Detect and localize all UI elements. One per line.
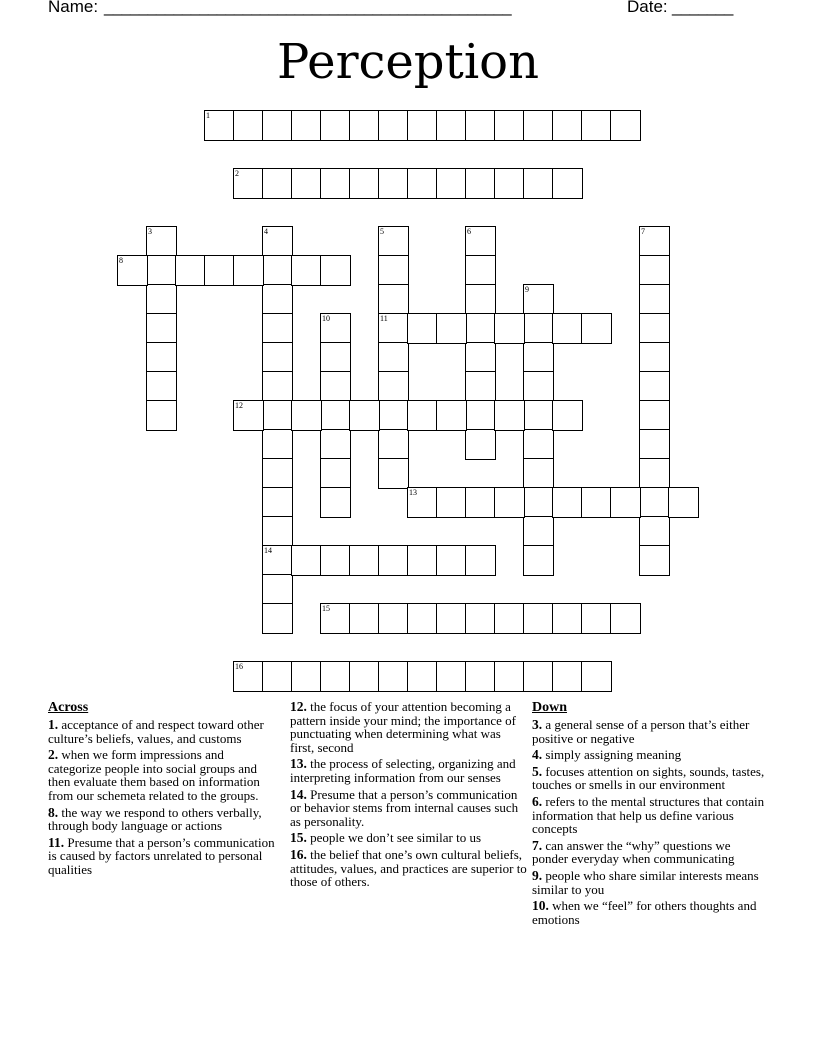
grid-cell[interactable]	[465, 429, 496, 460]
grid-cell[interactable]	[262, 226, 293, 257]
grid-cell[interactable]	[349, 168, 380, 199]
grid-cell[interactable]	[639, 429, 670, 460]
grid-cell[interactable]	[320, 661, 351, 692]
grid-cell[interactable]	[639, 342, 670, 373]
grid-cell[interactable]	[465, 545, 496, 576]
grid-cell[interactable]	[523, 603, 554, 634]
grid-cell[interactable]	[523, 168, 554, 199]
date-label: Date:	[627, 0, 668, 16]
grid-cell[interactable]	[494, 313, 525, 344]
clue-number-label: 9	[525, 285, 529, 294]
grid-cell[interactable]	[349, 661, 380, 692]
clue-across-11	[48, 836, 280, 877]
grid-cell[interactable]	[494, 487, 525, 518]
grid-cell[interactable]	[436, 661, 467, 692]
grid-cell[interactable]	[378, 255, 409, 286]
grid-cell[interactable]	[262, 487, 293, 518]
grid-cell[interactable]	[204, 255, 235, 286]
across-clues-column-1	[48, 700, 280, 880]
grid-cell[interactable]	[204, 110, 235, 141]
clue-number: 8.	[48, 804, 59, 820]
page-title: Perception	[277, 34, 539, 90]
grid-cell[interactable]	[291, 255, 322, 286]
clue-number-label: 14	[264, 546, 272, 555]
grid-cell[interactable]	[610, 603, 641, 634]
grid-cell[interactable]	[465, 661, 496, 692]
clue-text: a general sense of a person that’s either positive or negative	[532, 717, 750, 746]
grid-cell[interactable]	[320, 313, 351, 344]
grid-cell[interactable]	[262, 371, 293, 402]
clue-text: people we don’t see similar to us	[310, 830, 482, 846]
clue-across-16	[290, 848, 528, 889]
grid-cell[interactable]	[523, 516, 554, 547]
grid-cell[interactable]	[523, 400, 554, 431]
grid-cell[interactable]	[262, 545, 293, 576]
clue-number-label: 16	[235, 662, 243, 671]
clue-number: 13.	[290, 756, 307, 772]
grid-cell[interactable]	[610, 110, 641, 141]
grid-cell[interactable]	[552, 487, 583, 518]
grid-cell[interactable]	[494, 400, 525, 431]
grid-cell[interactable]	[523, 371, 554, 402]
clue-number: 7.	[532, 837, 543, 853]
grid-cell[interactable]	[117, 255, 148, 286]
grid-cell[interactable]	[581, 110, 612, 141]
grid-cell[interactable]	[320, 400, 351, 431]
grid-cell[interactable]	[523, 429, 554, 460]
clue-across-14	[290, 788, 528, 829]
grid-cell[interactable]	[523, 545, 554, 576]
grid-cell[interactable]	[494, 168, 525, 199]
clue-number-label: 13	[409, 488, 417, 497]
clue-number-label: 15	[322, 604, 330, 613]
grid-cell[interactable]	[407, 661, 438, 692]
grid-cell[interactable]	[581, 487, 612, 518]
clue-number: 2.	[48, 747, 59, 763]
clue-across-13	[290, 757, 528, 784]
down-clues-column	[532, 700, 768, 929]
clue-number: 1.	[48, 717, 59, 732]
grid-cell[interactable]	[146, 400, 177, 431]
grid-cell[interactable]	[639, 545, 670, 576]
grid-cell[interactable]	[320, 487, 351, 518]
clue-across-1	[48, 718, 280, 745]
grid-cell[interactable]	[436, 168, 467, 199]
grid-cell[interactable]	[465, 371, 496, 402]
grid-cell[interactable]	[465, 226, 496, 257]
grid-cell[interactable]	[465, 487, 496, 518]
grid-cell[interactable]	[436, 313, 467, 344]
grid-cell[interactable]	[233, 661, 264, 692]
grid-cell[interactable]	[378, 661, 409, 692]
grid-cell[interactable]	[552, 313, 583, 344]
grid-cell[interactable]	[465, 342, 496, 373]
grid-cell[interactable]	[407, 545, 438, 576]
grid-cell[interactable]	[378, 226, 409, 257]
clue-number-label: 7	[641, 227, 645, 236]
clue-number-label: 4	[264, 227, 268, 236]
clue-number: 5.	[532, 763, 543, 779]
grid-cell[interactable]	[407, 487, 438, 518]
grid-cell[interactable]	[233, 255, 264, 286]
grid-cell[interactable]	[262, 110, 293, 141]
grid-cell[interactable]	[639, 458, 670, 489]
clue-number-label: 12	[235, 401, 243, 410]
grid-cell[interactable]	[262, 574, 293, 605]
clue-number: 6.	[532, 793, 543, 809]
grid-cell[interactable]	[465, 313, 496, 344]
clue-number: 10.	[532, 898, 549, 914]
grid-cell[interactable]	[668, 487, 699, 518]
grid-cell[interactable]	[146, 284, 177, 315]
clue-text: the focus of your attention becoming a pattern inside your mind; the importance of punctuating when determining what was first, second	[290, 699, 516, 755]
grid-cell[interactable]	[146, 313, 177, 344]
grid-cell[interactable]	[639, 226, 670, 257]
down-heading: Down	[532, 700, 568, 715]
grid-cell[interactable]	[349, 400, 380, 431]
grid-cell[interactable]	[552, 110, 583, 141]
grid-cell[interactable]	[262, 313, 293, 344]
grid-cell[interactable]	[407, 400, 438, 431]
grid-cell[interactable]	[436, 110, 467, 141]
grid-cell[interactable]	[523, 458, 554, 489]
grid-cell[interactable]	[523, 661, 554, 692]
grid-cell[interactable]	[494, 603, 525, 634]
clue-across-8	[48, 806, 280, 833]
grid-cell[interactable]	[320, 545, 351, 576]
grid-cell[interactable]	[146, 255, 177, 286]
grid-cell[interactable]	[378, 603, 409, 634]
grid-cell[interactable]	[523, 110, 554, 141]
grid-cell[interactable]	[320, 110, 351, 141]
clue-text: when we form impressions and categorize people into social groups and then evaluate them based on information from our schemeta related to the groups.	[48, 747, 260, 803]
grid-cell[interactable]	[581, 661, 612, 692]
clue-text: people who share similar interests means similar to you	[532, 867, 759, 897]
clue-number: 9.	[532, 867, 543, 883]
grid-cell[interactable]	[262, 458, 293, 489]
grid-cell[interactable]	[436, 487, 467, 518]
clue-down-7	[532, 839, 768, 866]
grid-cell[interactable]	[146, 342, 177, 373]
grid-cell[interactable]	[262, 342, 293, 373]
grid-cell[interactable]	[465, 400, 496, 431]
clue-number-label: 2	[235, 169, 239, 178]
grid-cell[interactable]	[291, 168, 322, 199]
grid-cell[interactable]	[523, 487, 554, 518]
clue-number-label: 1	[206, 111, 210, 120]
clue-number: 16.	[290, 846, 307, 862]
grid-cell[interactable]	[146, 371, 177, 402]
grid-cell[interactable]	[378, 342, 409, 373]
clue-number-label: 3	[148, 227, 152, 236]
grid-cell[interactable]	[349, 545, 380, 576]
clue-text: simply assigning meaning	[545, 747, 682, 763]
clue-number-label: 11	[380, 314, 388, 323]
grid-cell[interactable]	[639, 371, 670, 402]
grid-cell[interactable]	[494, 661, 525, 692]
grid-cell[interactable]	[378, 284, 409, 315]
grid-cell[interactable]	[523, 342, 554, 373]
grid-cell[interactable]	[262, 168, 293, 199]
grid-cell[interactable]	[146, 226, 177, 257]
clue-number: 3.	[532, 717, 543, 732]
grid-cell[interactable]	[639, 516, 670, 547]
clue-down-5	[532, 765, 768, 792]
grid-cell[interactable]	[639, 255, 670, 286]
grid-cell[interactable]	[378, 110, 409, 141]
grid-cell[interactable]	[581, 603, 612, 634]
grid-cell[interactable]	[262, 661, 293, 692]
grid-cell[interactable]	[378, 371, 409, 402]
clue-number-label: 8	[119, 256, 123, 265]
grid-cell[interactable]	[552, 168, 583, 199]
grid-cell[interactable]	[465, 168, 496, 199]
clue-text: the process of selecting, organizing and interpreting information from our senses	[290, 756, 516, 785]
clue-down-4	[532, 748, 768, 762]
name-label: Name:	[48, 0, 99, 16]
grid-cell[interactable]	[378, 458, 409, 489]
grid-cell[interactable]	[291, 661, 322, 692]
grid-cell[interactable]	[407, 313, 438, 344]
grid-cell[interactable]	[262, 429, 293, 460]
grid-cell[interactable]	[349, 603, 380, 634]
grid-cell[interactable]	[639, 313, 670, 344]
date-blank[interactable]: _______	[672, 0, 733, 16]
grid-cell[interactable]	[262, 603, 293, 634]
clue-across-12	[290, 700, 528, 754]
grid-cell[interactable]	[436, 400, 467, 431]
clue-number-label: 6	[467, 227, 471, 236]
clue-text: can answer the “why” questions we ponder everyday when communicating	[532, 837, 735, 867]
grid-cell[interactable]	[320, 371, 351, 402]
grid-cell[interactable]	[639, 400, 670, 431]
grid-cell[interactable]	[291, 110, 322, 141]
grid-cell[interactable]	[465, 255, 496, 286]
grid-cell[interactable]	[320, 458, 351, 489]
grid-cell[interactable]	[233, 110, 264, 141]
clue-text: the way we respond to others verbally, through body language or actions	[48, 804, 262, 834]
grid-cell[interactable]	[523, 313, 554, 344]
grid-cell[interactable]	[552, 661, 583, 692]
grid-cell[interactable]	[320, 429, 351, 460]
grid-cell[interactable]	[233, 400, 264, 431]
clue-number: 11.	[48, 834, 65, 850]
grid-cell[interactable]	[320, 603, 351, 634]
grid-cell[interactable]	[378, 313, 409, 344]
grid-cell[interactable]	[465, 110, 496, 141]
clue-text: the belief that one’s own cultural beliefs, attitudes, values, and practices are superior to those of others.	[290, 846, 527, 890]
grid-cell[interactable]	[320, 255, 351, 286]
across-heading: Across	[48, 700, 89, 715]
clue-number: 4.	[532, 747, 543, 763]
grid-cell[interactable]	[407, 168, 438, 199]
clue-text: Presume that a person’s communication or behavior stems from internal causes such as personality.	[290, 786, 519, 829]
clue-number: 14.	[290, 786, 307, 802]
clue-text: acceptance of and respect toward other culture’s beliefs, values, and customs	[48, 717, 264, 746]
grid-cell[interactable]	[465, 603, 496, 634]
clue-text: refers to the mental structures that contain information that help us define various concepts	[532, 793, 765, 837]
clue-number-label: 10	[322, 314, 330, 323]
grid-cell[interactable]	[581, 313, 612, 344]
grid-cell[interactable]	[436, 545, 467, 576]
grid-cell[interactable]	[349, 110, 380, 141]
grid-cell[interactable]	[262, 255, 293, 286]
grid-cell[interactable]	[610, 487, 641, 518]
clue-text: focuses attention on sights, sounds, tastes, touches or smells in our environment	[532, 763, 765, 793]
grid-cell[interactable]	[523, 284, 554, 315]
grid-cell[interactable]	[291, 400, 322, 431]
clue-number: 12.	[290, 699, 307, 714]
name-blank[interactable]: _______________________________________________	[104, 0, 511, 16]
clue-across-2	[48, 748, 280, 802]
grid-cell[interactable]	[378, 168, 409, 199]
clue-text: when we “feel” for others thoughts and emotions	[532, 898, 757, 927]
grid-cell[interactable]	[494, 110, 525, 141]
clue-down-9	[532, 869, 768, 896]
grid-cell[interactable]	[320, 168, 351, 199]
clue-down-6	[532, 795, 768, 836]
clue-down-3	[532, 718, 768, 745]
grid-cell[interactable]	[320, 342, 351, 373]
grid-cell[interactable]	[175, 255, 206, 286]
grid-cell[interactable]	[262, 284, 293, 315]
grid-cell[interactable]	[262, 516, 293, 547]
across-clues-column-2	[290, 700, 528, 892]
grid-cell[interactable]	[291, 545, 322, 576]
clue-number: 15.	[290, 830, 307, 846]
grid-cell[interactable]	[378, 429, 409, 460]
grid-cell[interactable]	[552, 603, 583, 634]
grid-cell[interactable]	[639, 284, 670, 315]
grid-cell[interactable]	[436, 603, 467, 634]
grid-cell[interactable]	[407, 110, 438, 141]
clue-text: Presume that a person’s communication is caused by factors unrelated to personal qualities	[48, 834, 275, 877]
clue-down-10	[532, 899, 768, 926]
grid-cell[interactable]	[233, 168, 264, 199]
clue-across-15	[290, 831, 528, 845]
grid-cell[interactable]	[465, 284, 496, 315]
clue-number-label: 5	[380, 227, 384, 236]
grid-cell[interactable]	[378, 400, 409, 431]
grid-cell[interactable]	[639, 487, 670, 518]
grid-cell[interactable]	[552, 400, 583, 431]
grid-cell[interactable]	[262, 400, 293, 431]
grid-cell[interactable]	[378, 545, 409, 576]
grid-cell[interactable]	[407, 603, 438, 634]
